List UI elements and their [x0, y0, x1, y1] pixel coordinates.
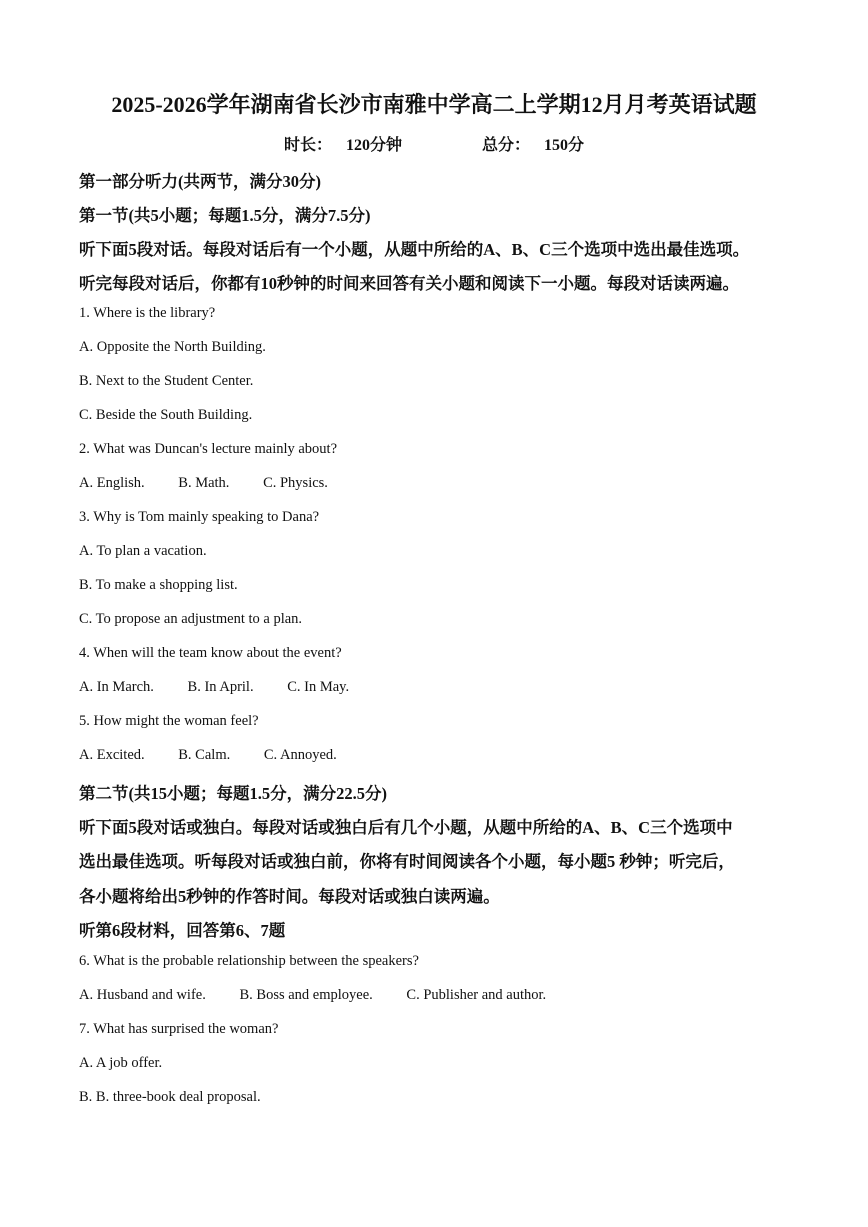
question-4-option-a: A. In March.: [79, 679, 154, 695]
question-3-option-c: C. To propose an adjustment to a plan.: [79, 611, 303, 627]
question-5-option-a: A. Excited.: [79, 747, 145, 763]
question-2-option-b: B. Math.: [178, 475, 230, 491]
score-label: 总分：: [482, 137, 531, 154]
question-6-options: [79, 987, 546, 1004]
question-3-option-a: A. To plan a vacation.: [79, 543, 207, 559]
question-6-option-b: B. Boss and employee.: [239, 987, 373, 1003]
question-4-stem: 4. When will the team know about the event?: [79, 645, 342, 661]
section1-instruction-2: 听完每段对话后，你都有10秒钟的时间来回答有关小题和阅读下一小题。每段对话读两遍。: [79, 274, 739, 293]
question-2-option-a: A. English.: [79, 475, 145, 491]
question-2-option-c: C. Physics.: [263, 475, 328, 491]
question-4-option-c: C. In May.: [287, 679, 350, 695]
part1-heading: 第一部分听力(共两节，满分30分): [79, 172, 321, 191]
question-5-stem: 5. How might the woman feel?: [79, 713, 259, 729]
duration-value: 120分钟: [345, 137, 402, 154]
question-2-options: [79, 475, 328, 492]
section2-instruction-1: 听下面5段对话或独白。每段对话或独白后有几个小题，从题中所给的A、B、C三个选项中: [79, 818, 733, 837]
section2-heading: 第二节(共15小题；每题1.5分，满分22.5分): [79, 784, 387, 803]
question-3-stem: 3. Why is Tom mainly speaking to Dana?: [79, 509, 320, 525]
question-4-options: [79, 679, 349, 696]
question-7-stem: 7. What has surprised the woman?: [79, 1021, 279, 1037]
score-value: 150分: [544, 137, 585, 154]
question-1-option-c: C. Beside the South Building.: [79, 407, 253, 423]
section2-instruction-3: 各小题将给出5秒钟的作答时间。每段对话或独白读两遍。: [79, 887, 500, 906]
section1-instruction-1: 听下面5段对话。每段对话后有一个小题，从题中所给的A、B、C三个选项中选出最佳选项。: [79, 240, 750, 259]
question-6-option-c: C. Publisher and author.: [406, 987, 547, 1003]
question-1-option-a: A. Opposite the North Building.: [79, 339, 266, 355]
exam-meta: [0, 132, 868, 155]
question-5-option-c: C. Annoyed.: [263, 747, 337, 763]
question-7-option-b: B. B. three-book deal proposal.: [79, 1089, 261, 1105]
question-6-option-a: A. Husband and wife.: [79, 987, 206, 1003]
question-2-stem: 2. What was Duncan's lecture mainly about?: [79, 441, 338, 457]
section1-heading: 第一节(共5小题；每题1.5分，满分7.5分): [79, 206, 371, 225]
question-4-option-b: B. In April.: [187, 679, 254, 695]
question-7-option-a: A. A job offer.: [79, 1055, 163, 1071]
question-3-option-b: B. To make a shopping list.: [79, 577, 238, 593]
material-6-heading: 听第6段材料，回答第6、7题: [79, 921, 286, 940]
section2-instruction-2: 选出最佳选项。听每段对话或独白前，你将有时间阅读各个小题，每小题5 秒钟；听完后，: [79, 852, 735, 871]
question-6-stem: 6. What is the probable relationship between the speakers?: [79, 953, 419, 969]
page-title: 2025-2026学年湖南省长沙市南雅中学高二上学期12月月考英语试题: [111, 92, 757, 117]
question-5-options: [79, 747, 337, 764]
duration-label: 时长：: [283, 137, 332, 154]
question-1-stem: 1. Where is the library?: [79, 305, 216, 321]
question-1-option-b: B. Next to the Student Center.: [79, 373, 254, 389]
question-5-option-b: B. Calm.: [178, 747, 231, 763]
